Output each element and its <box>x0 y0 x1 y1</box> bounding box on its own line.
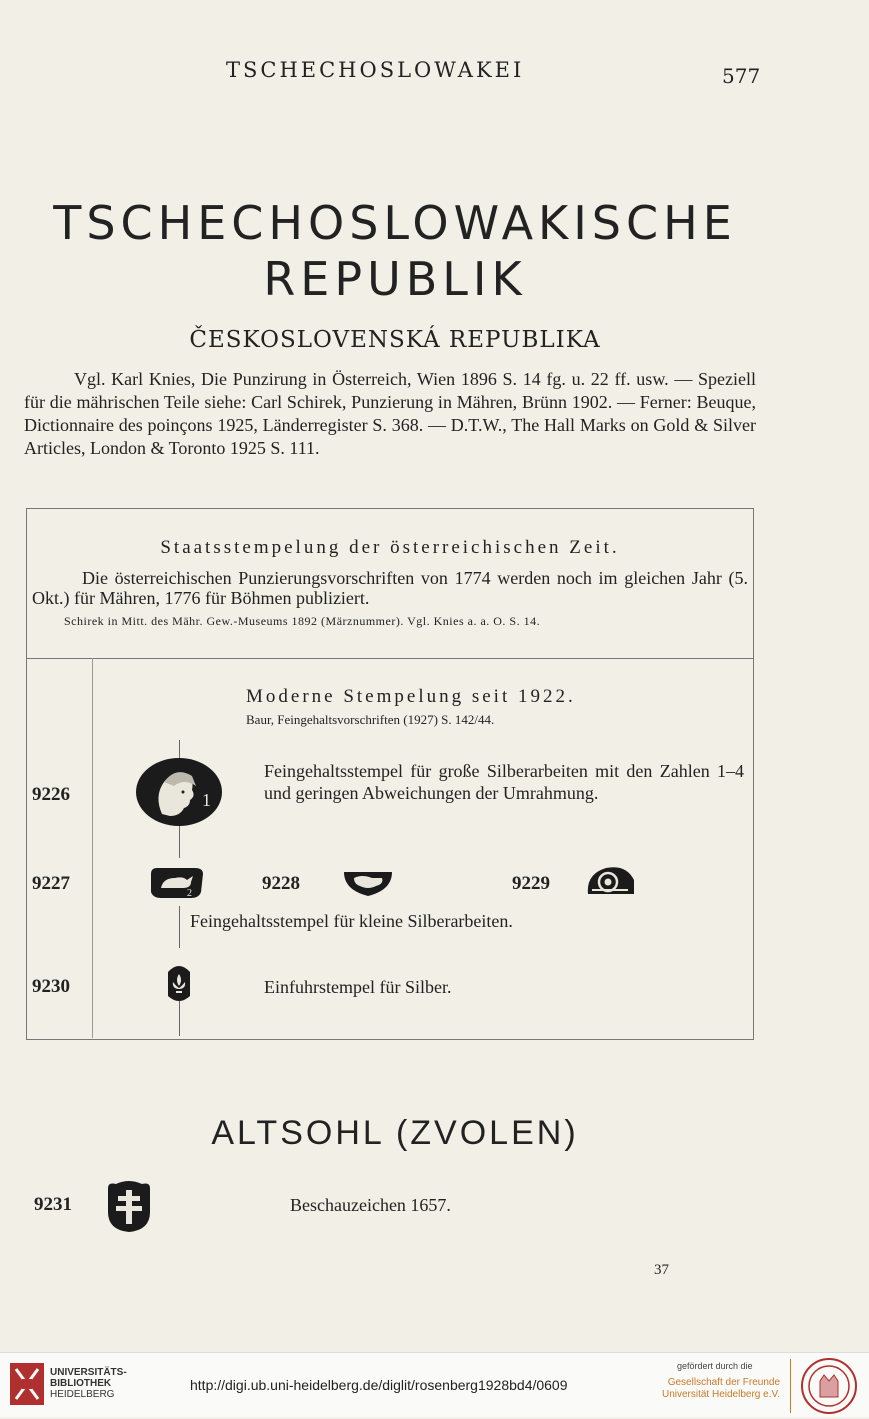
sponsor-name <box>640 1377 780 1401</box>
mark-number-9229: 9229 <box>512 873 550 894</box>
box-divider <box>26 658 754 659</box>
mark-number-9230: 9230 <box>32 976 70 997</box>
section2-note: Baur, Feingehaltsvorschriften (1927) S. 142/44. <box>246 712 495 727</box>
signature-mark: 37 <box>654 1262 669 1278</box>
page-subtitle: ČESKOSLOVENSKÁ REPUBLIKA <box>189 327 601 353</box>
mark-number-9231: 9231 <box>34 1194 72 1215</box>
page-title-line1: TSCHECHOSLOWAKISCHE <box>53 196 737 250</box>
library-name-3: HEIDELBERG <box>50 1389 115 1400</box>
fleur-de-lis-mark-icon <box>164 962 194 1006</box>
running-title: TSCHECHOSLOWAKEI <box>226 58 525 82</box>
mark-description-9231: Beschauzeichen 1657. <box>290 1195 451 1215</box>
section1-heading: Staatsstempelung der österreichischen Zeit. <box>160 537 620 558</box>
permalink-url[interactable]: http://digi.ub.uni-heidelberg.de/diglit/rosenberg1928bd4/0609 <box>190 1377 568 1393</box>
double-cross-shield-icon <box>104 1180 154 1234</box>
snail-mark-icon <box>584 864 636 898</box>
svg-text:2: 2 <box>187 888 192 899</box>
sponsor-name-line2: Universität Heidelberg e.V. <box>661 1389 780 1400</box>
mark-number-9227: 9227 <box>32 873 70 894</box>
female-head-oval-mark-icon <box>134 756 224 828</box>
library-name-1: UNIVERSITÄTS- <box>50 1367 127 1378</box>
footer-separator <box>790 1359 791 1413</box>
small-silver-text: Feingehaltsstempel für kleine Silberarbeiten. <box>190 911 513 931</box>
mark-number-9226: 9226 <box>32 784 70 805</box>
mark-description-9230: Einfuhrstempel für Silber. <box>264 977 452 997</box>
svg-text:1: 1 <box>202 790 211 810</box>
guide-line <box>179 906 180 948</box>
section1-note: Schirek in Mitt. des Mähr. Gew.-Museums 1892 (Märznummer). Vgl. Knies a. a. O. S. 14. <box>64 614 541 628</box>
section-heading-altsohl: ALTSOHL (ZVOLEN) <box>211 1114 579 1152</box>
section2-heading: Moderne Stempelung seit 1922. <box>246 686 576 707</box>
university-seal-icon <box>800 1357 858 1419</box>
library-logo-icon <box>10 1363 44 1409</box>
section1-text: Die österreichischen Punzierungsvorschriften von 1774 werden noch im gleichen Jahr (5. Okt.) für Mähren, 1776 für Böhmen publiziert. <box>32 568 748 608</box>
dog-head-mark-icon <box>342 868 394 898</box>
hare-mark-icon <box>147 866 205 900</box>
page-number: 577 <box>722 64 761 88</box>
page-title-line2: REPUBLIK <box>263 252 527 306</box>
sponsor-label: gefördert durch die <box>677 1361 753 1371</box>
number-column-divider <box>92 658 93 1038</box>
mark-description-9226: Feingehaltsstempel für große Silberarbeiten mit den Zahlen 1–4 und geringen Abweichungen der Umrahmung. <box>264 761 744 803</box>
intro-paragraph: Vgl. Karl Knies, Die Punzirung in Österreich, Wien 1896 S. 14 fg. u. 22 ff. usw. — Speziell für die mährischen Teile siehe: Carl Schirek, Punzierung in Mähren, Brünn 1902. — Ferner: Beuque, Dictionnaire des poinçons 1925, Länderregister S. 368. — D.T.W., The Hall Marks on Gold & Silver Articles, London & Toronto 1925 S. 111. <box>24 369 756 458</box>
sponsor-name-line1: Gesellschaft der Freunde <box>667 1377 780 1388</box>
digitization-footer <box>0 1352 869 1417</box>
mark-number-9228: 9228 <box>262 873 300 894</box>
library-name-2: BIBLIOTHEK <box>50 1378 112 1389</box>
